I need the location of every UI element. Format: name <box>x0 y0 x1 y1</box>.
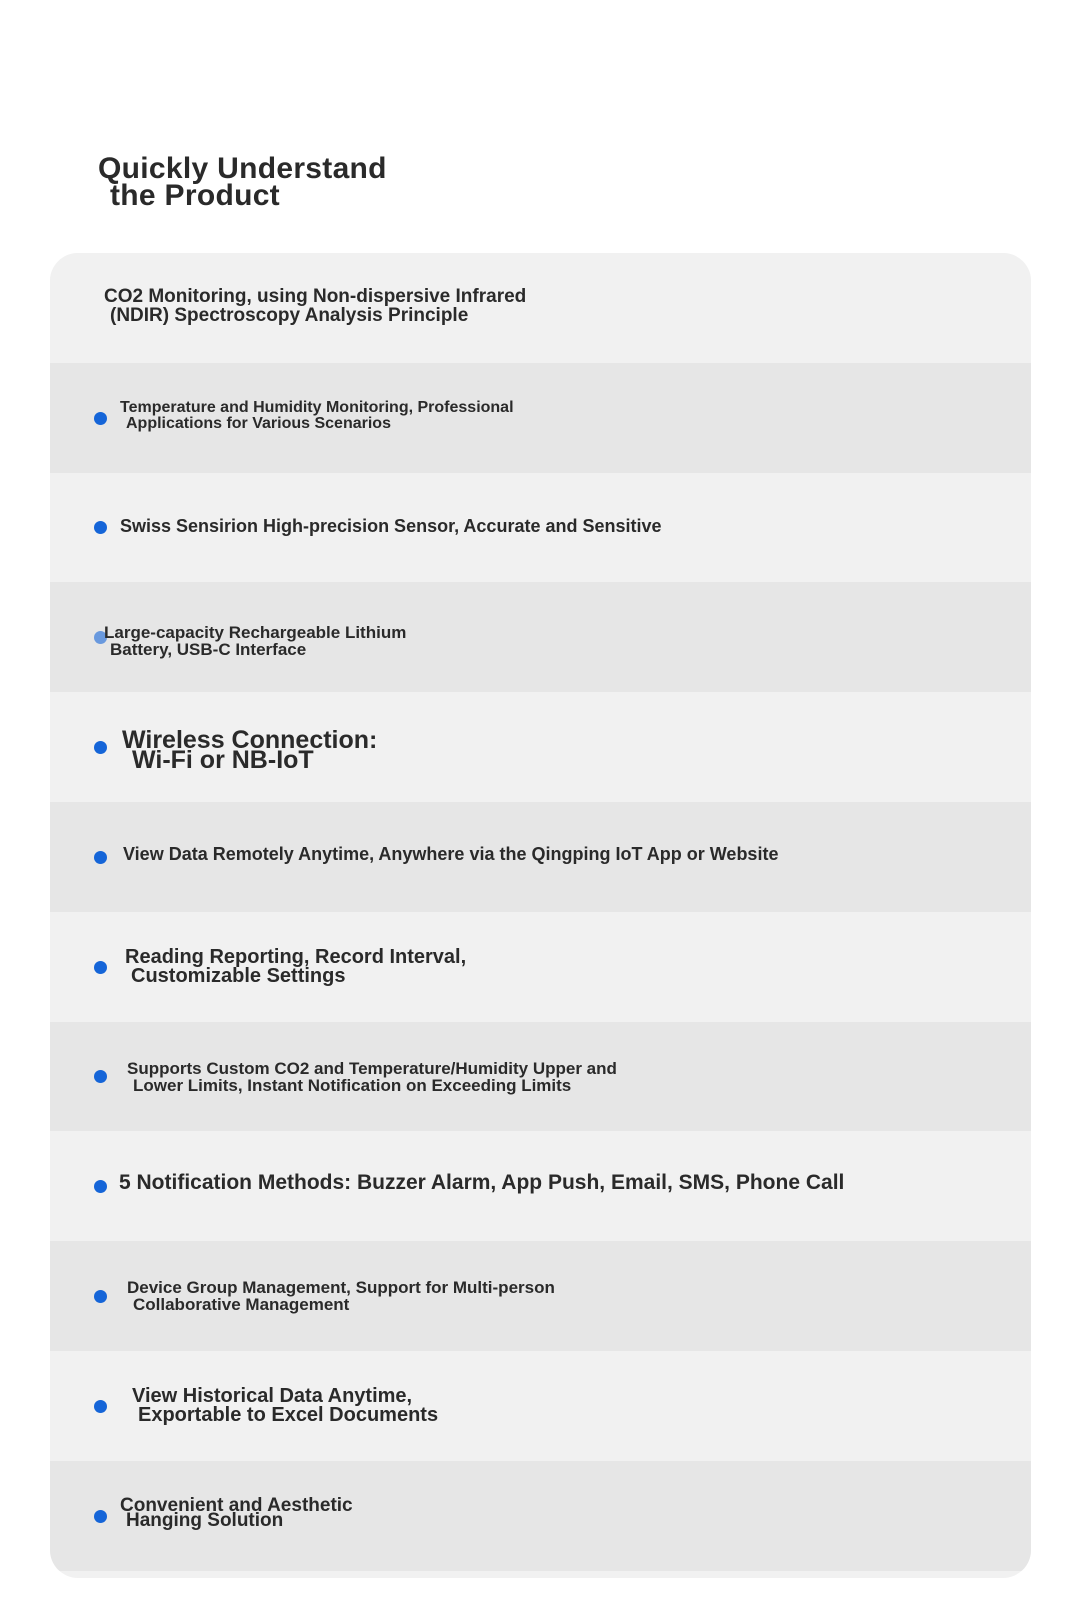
bullet-dot-icon <box>94 1510 107 1523</box>
feature-text <box>132 1384 439 1426</box>
feature-text-line-2: Battery, USB-C Interface <box>110 640 307 660</box>
feature-text <box>123 845 778 863</box>
feature-row-battery <box>50 582 1031 692</box>
feature-row-remote-view <box>50 802 1031 912</box>
feature-row-historical-data <box>50 1351 1031 1461</box>
feature-text-line-2: Hanging Solution <box>126 1509 284 1531</box>
feature-text-line-2: Lower Limits, Instant Notification on Exceeding Limits <box>133 1075 572 1095</box>
feature-row-limits <box>50 1022 1031 1132</box>
bullet-dot-icon <box>94 1070 107 1083</box>
page-title-line-1: Quickly Understand <box>98 152 387 185</box>
feature-row-reporting <box>50 912 1031 1022</box>
bullet-dot-icon <box>94 961 107 974</box>
feature-row-notifications <box>50 1131 1031 1241</box>
feature-list-card <box>50 253 1031 1578</box>
feature-text-line-1: Swiss Sensirion High-precision Sensor, Accurate and Sensitive <box>120 515 662 536</box>
feature-text <box>127 1060 617 1094</box>
feature-text-line-1: Large-capacity Rechargeable Lithium <box>104 623 407 643</box>
bullet-dot-icon <box>94 1290 107 1303</box>
feature-text <box>120 400 514 432</box>
feature-row-group-management <box>50 1241 1031 1351</box>
page-title-line-2: the Product <box>110 179 280 212</box>
feature-text <box>120 1494 353 1531</box>
bullet-dot-icon <box>94 851 107 864</box>
feature-text-line-2: Exportable to Excel Documents <box>138 1403 439 1426</box>
feature-text <box>104 287 526 325</box>
feature-text <box>127 1279 555 1313</box>
feature-text-line-1: 5 Notification Methods: Buzzer Alarm, App Push, Email, SMS, Phone Call <box>119 1171 845 1195</box>
feature-text <box>104 624 406 658</box>
feature-row-sensor <box>50 473 1031 583</box>
feature-text-line-1: Wireless Connection: <box>122 726 378 755</box>
bullet-dot-icon <box>94 741 107 754</box>
feature-text <box>119 1172 844 1193</box>
feature-text-line-2: Applications for Various Scenarios <box>126 414 391 432</box>
feature-row-hanging <box>50 1461 1031 1571</box>
bullet-dot-icon <box>94 1400 107 1413</box>
feature-text-line-2: Collaborative Management <box>133 1295 350 1315</box>
feature-text-line-1: Convenient and Aesthetic <box>120 1494 353 1516</box>
feature-text-line-2: Customizable Settings <box>131 964 346 987</box>
feature-text-line-2: Wi-Fi or NB-IoT <box>132 746 314 775</box>
feature-text-line-1: View Historical Data Anytime, <box>132 1384 413 1407</box>
feature-text-line-1: Reading Reporting, Record Interval, <box>125 945 467 968</box>
bullet-dot-icon <box>94 521 107 534</box>
feature-text-line-1: View Data Remotely Anytime, Anywhere via the Qingping IoT App or Website <box>123 843 779 864</box>
feature-text <box>125 945 467 987</box>
bullet-dot-icon <box>94 1180 107 1193</box>
bullet-dot-icon <box>94 412 107 425</box>
feature-text-line-1: Temperature and Humidity Monitoring, Professional <box>120 398 514 416</box>
page-title <box>98 152 428 212</box>
feature-text <box>120 517 662 535</box>
feature-row-wireless <box>50 692 1031 802</box>
feature-text-line-1: CO2 Monitoring, using Non-dispersive Infrared <box>104 286 527 307</box>
feature-text-line-1: Supports Custom CO2 and Temperature/Humidity Upper and <box>127 1058 617 1078</box>
feature-text-line-1: Device Group Management, Support for Multi-person <box>127 1278 555 1298</box>
feature-text-line-2: (NDIR) Spectroscopy Analysis Principle <box>110 305 469 326</box>
feature-text <box>122 726 378 775</box>
feature-row-temp-humidity <box>50 363 1031 473</box>
feature-row-co2 <box>50 253 1031 363</box>
